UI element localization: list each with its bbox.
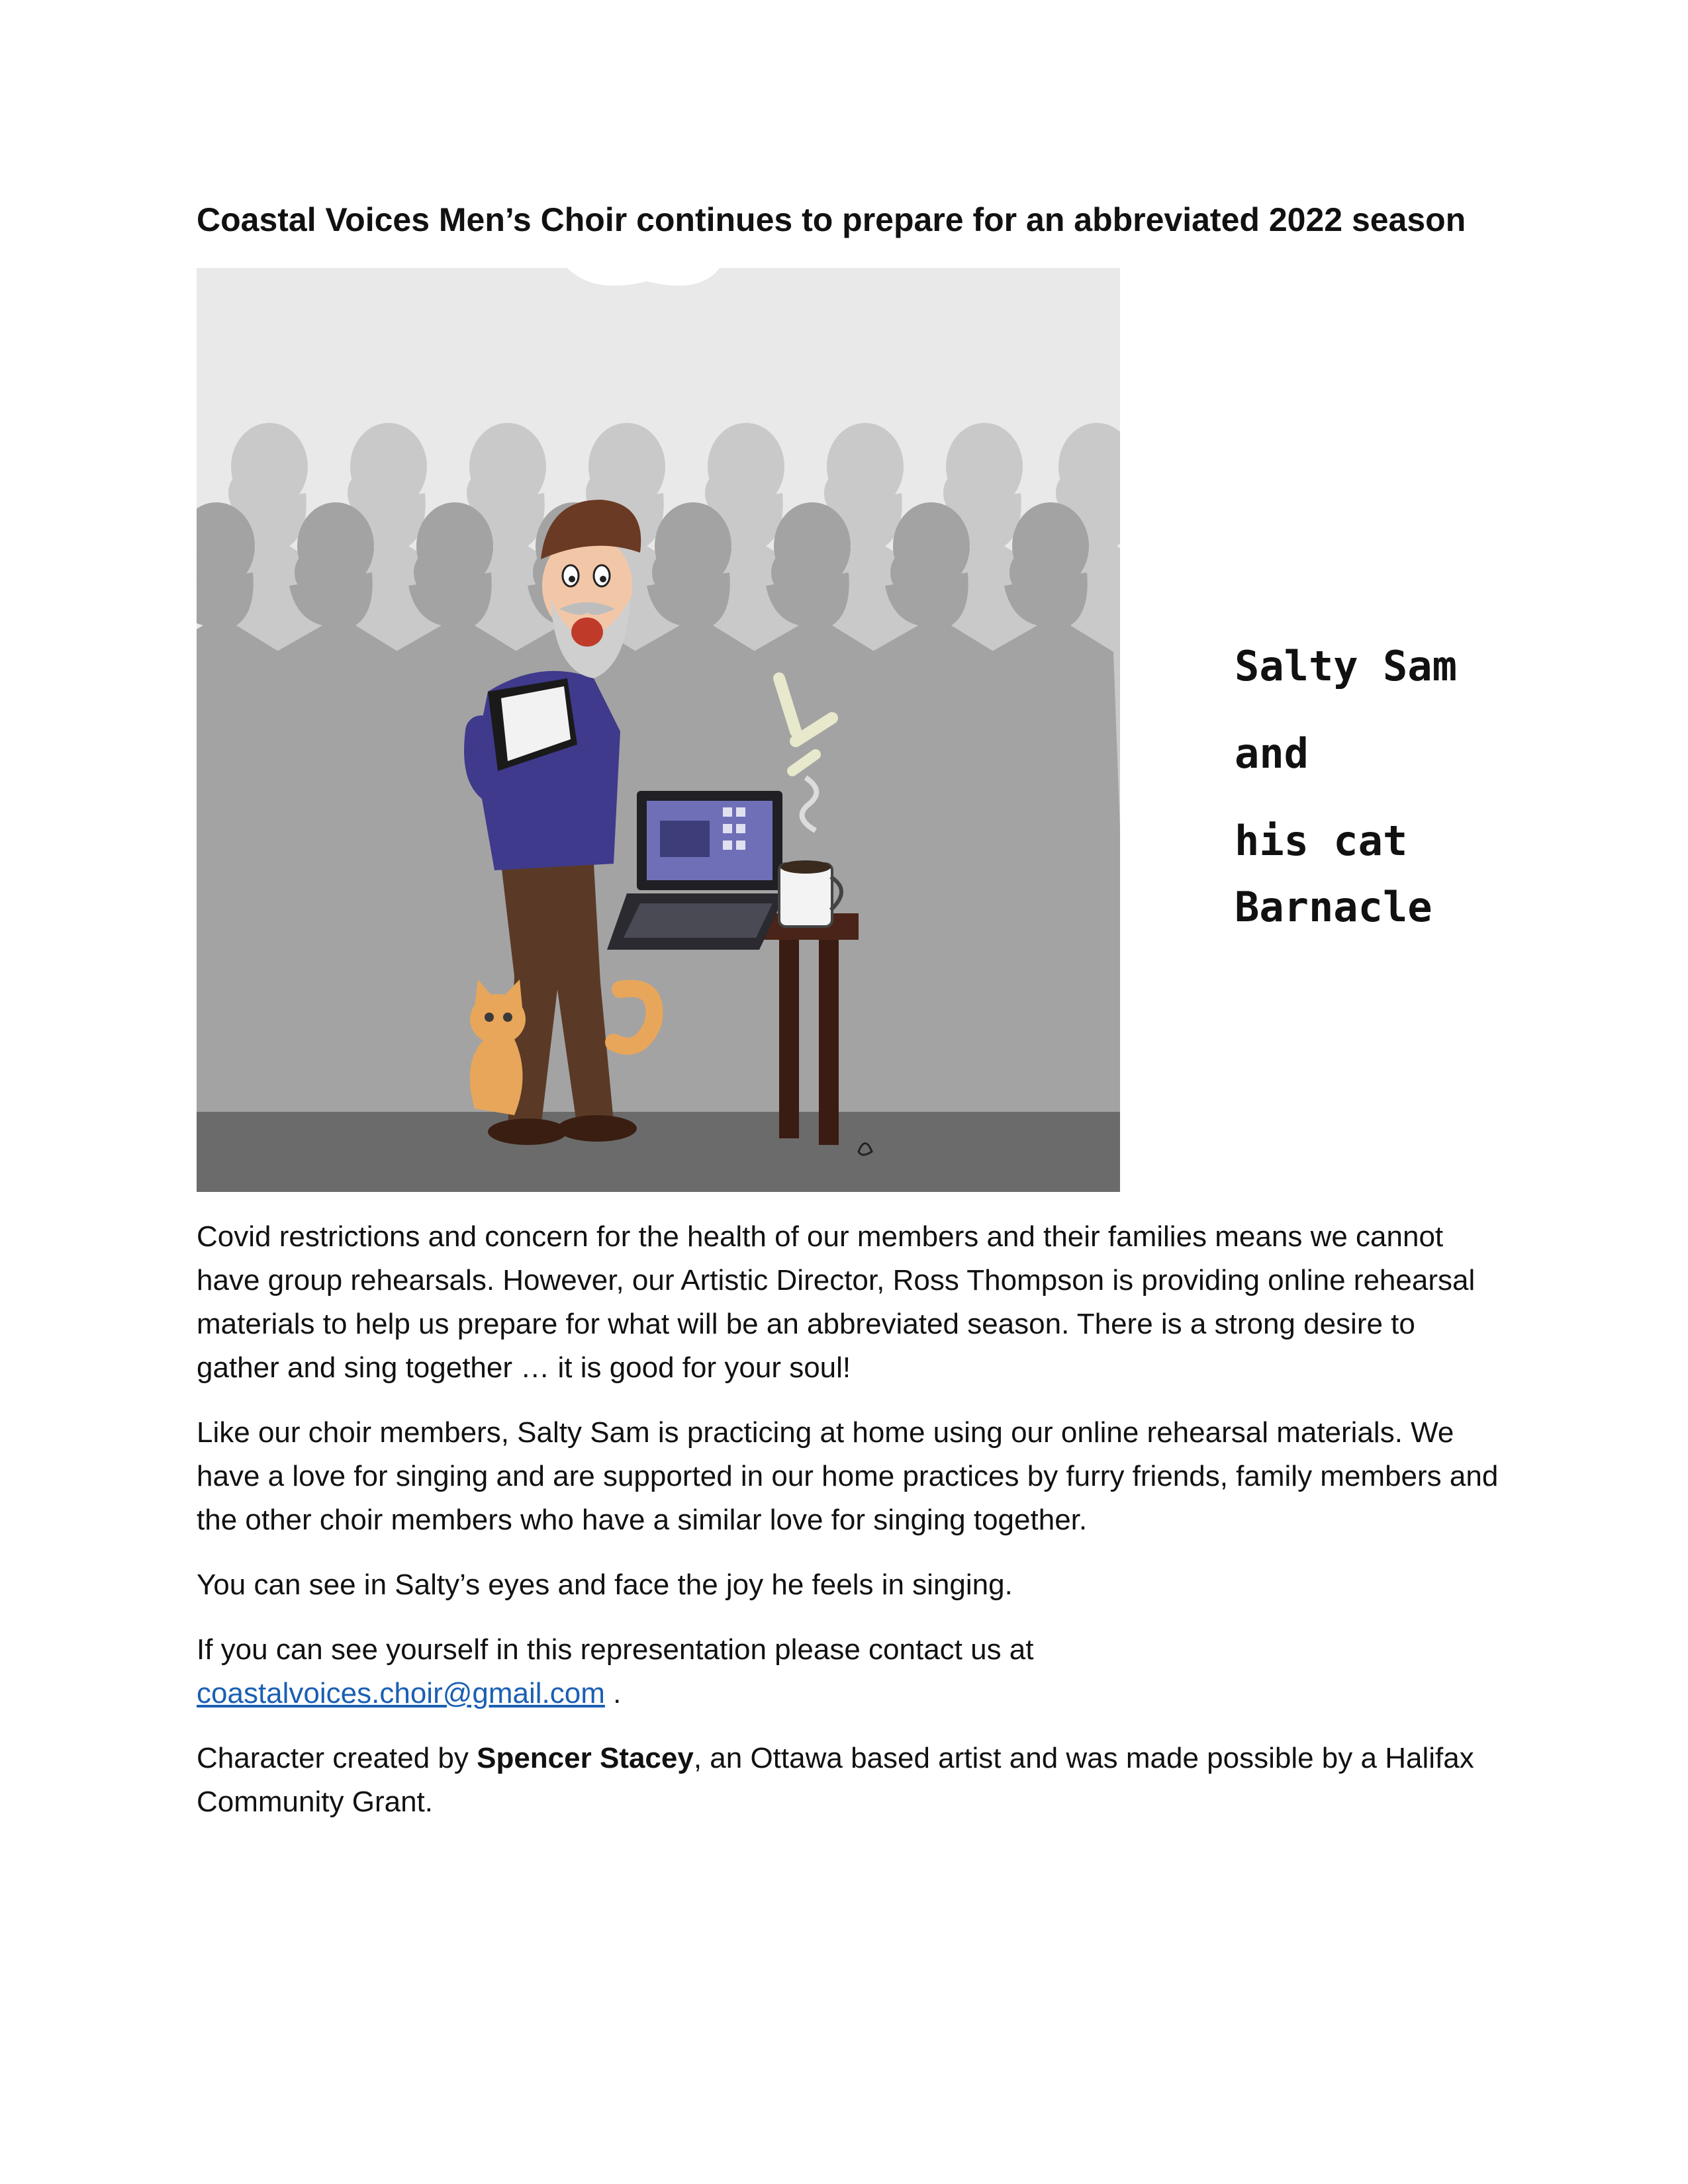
contact-text: If you can see yourself in this representation please contact us at <box>197 1633 1034 1666</box>
contact-end: . <box>604 1677 622 1709</box>
paragraph-covid: Covid restrictions and concern for the health of our members and their families means we cannot have group rehearsals. However, our Artistic Director, Ross Thompson is providing online rehearsal materials to help us prepare for what will be an abbreviated season. There is a strong desire to gather and sing together … it is good for your soul! <box>197 1220 1476 1384</box>
credits-rest: , an Ottawa based artist and was made possible by a Halifax Community Grant. <box>197 1742 1474 1818</box>
page-title: Coastal Voices Men’s Choir continues to prepare for an abbreviated 2022 season <box>197 201 1466 238</box>
artist-name: Spencer Stacey <box>477 1742 694 1774</box>
credits-prefix: Character created by <box>197 1742 477 1774</box>
caption-line-3: his cat <box>1235 817 1408 865</box>
paragraph-joy: You can see in Salty’s eyes and face the joy he feels in singing. <box>197 1569 1013 1601</box>
caption-line-4: Barnacle <box>1235 883 1432 931</box>
paragraph-members: Like our choir members, Salty Sam is practicing at home using our online rehearsal materials. We have a love for singing and are supported in our home practices by furry friends, family members and the other choir members who have a similar love for singing together. <box>197 1416 1499 1536</box>
caption-line-2: and <box>1235 729 1309 778</box>
choir-illustration <box>197 268 1120 1192</box>
article-body <box>197 1215 1504 1845</box>
caption-line-1: Salty Sam <box>1235 642 1457 690</box>
paragraph-credits <box>197 1737 1504 1824</box>
paragraph-contact <box>197 1628 1504 1715</box>
email-link[interactable]: coastalvoices.choir@gmail.com <box>197 1677 605 1709</box>
